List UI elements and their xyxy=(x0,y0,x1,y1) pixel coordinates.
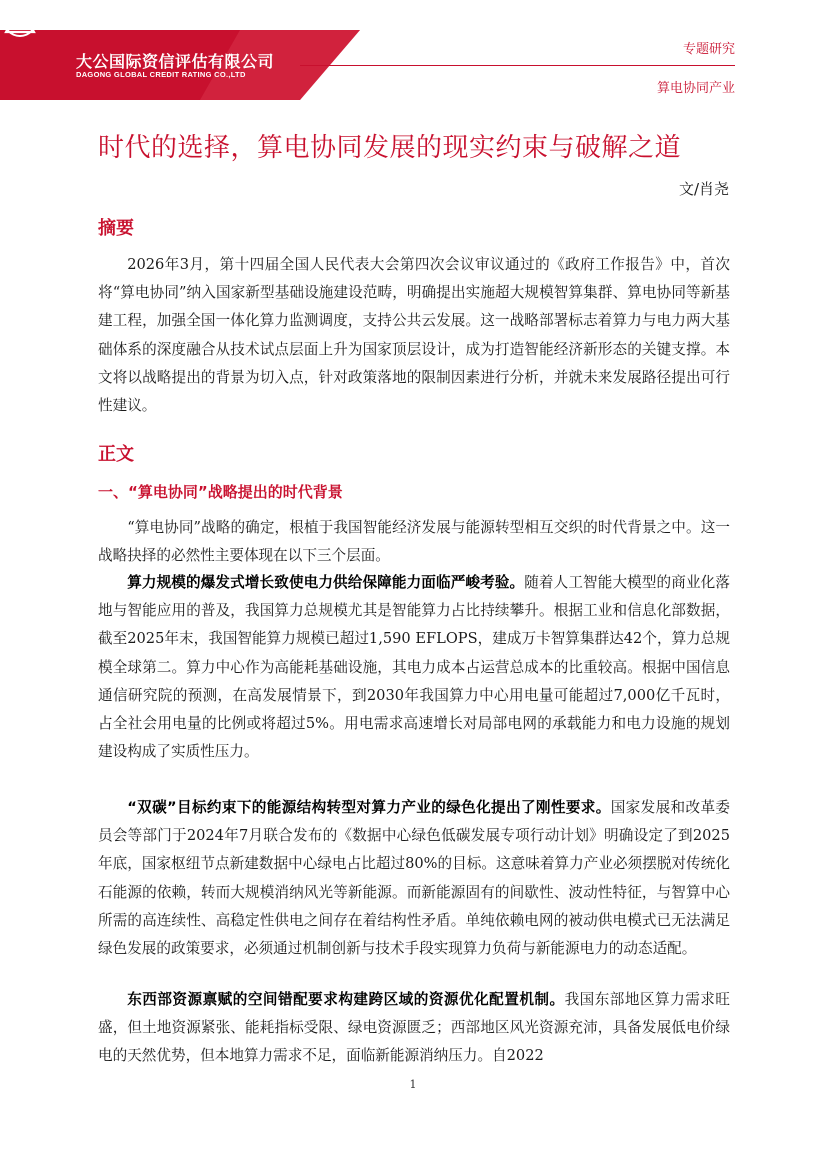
header-divider xyxy=(300,65,735,66)
industry-tag: 算电协同产业 xyxy=(656,81,735,96)
document-title: 时代的选择，算电协同发展的现实约束与破解之道 xyxy=(98,133,682,163)
paragraph-lead-carbon: “双碳”目标约束下的能源结构转型对算力产业的绿色化提出了刚性要求。 xyxy=(127,799,611,816)
paragraph-dual-carbon xyxy=(98,794,730,963)
paragraph-east-west xyxy=(98,986,730,1071)
header-banner xyxy=(0,0,826,100)
company-name-cn: 大公国际资信评估有限公司 xyxy=(76,52,275,71)
paragraph-lead-eastwest: 东西部资源禀赋的空间错配要求构建跨区域的资源优化配置机制。 xyxy=(127,991,565,1008)
body-heading: 正文 xyxy=(98,444,134,465)
company-name-en: DAGONG GLOBAL CREDIT RATING CO.,LTD xyxy=(76,70,246,79)
abstract-paragraph: 2026年3月，第十四届全国人民代表大会第四次会议审议通过的《政府工作报告》中，首次将“算电协同”纳入国家新型基础设施建设范畴，明确提出实施超大规模智算集群、算电协同等新基建工程，加强全国一体化算力监测调度，支持公共云发展。这一战略部署标志着算力与电力两大基础体系的深度融合从技术试点层面上升为国家顶层设计，成为打造智能经济新形态的关键支撑。本文将以战略提出的背景为切入点，针对政策落地的限制因素进行分析，并就未来发展路径提出可行性建议。 xyxy=(98,256,730,415)
paragraph-text-eastwest: 我国东部地区算力需求旺盛，但土地资源紧张、能耗指标受限、绿电资源匮乏；西部地区风光资源充沛，具备发展低电价绿电的天然优势，但本地算力需求不足，面临新能源消纳压力。自2022 xyxy=(98,991,730,1065)
paragraph-compute-growth xyxy=(98,569,730,766)
paragraph-lead-compute: 算力规模的爆发式增长致使电力供给保障能力面临严峻考验。 xyxy=(127,574,525,591)
paragraph-text-compute: 随着人工智能大模型的商业化落地与智能应用的普及，我国算力总规模尤其是智能算力占比持续攀升。根据工业和信息化部数据，截至2025年末，我国智能算力规模已超过1,590 EFLOPS，建成万卡智算集群达42个，算力总规模全球第二。算力中心作为高能耗基础设施，其电力成本占运营总成本的比重较高。根据中国信息通信研究院的预测，在高发展情景下，到2030年我国算力中心用电量可能超过7,000亿千瓦时，占全社会用电量的比例或将超过5%。用电需求高速增长对局部电网的承载能力和电力设施的规划建设构成了实质性压力。 xyxy=(98,574,730,761)
section-heading-1: 一、“算电协同”战略提出的时代背景 xyxy=(98,483,343,501)
paragraph-intro: “算电协同”战略的确定，根植于我国智能经济发展与能源转型相互交织的时代背景之中。这一战略抉择的必然性主要体现在以下三个层面。 xyxy=(98,519,730,565)
page-number: 1 xyxy=(409,1078,417,1091)
author-byline: 文/肖尧 xyxy=(678,180,729,198)
abstract-heading: 摘要 xyxy=(98,218,134,239)
paragraph-text-carbon: 国家发展和改革委员会等部门于2024年7月联合发布的《数据中心绿色低碳发展专项行动计划》明确设定了到2025年底，国家枢纽节点新建数据中心绿电占比超过80%的目标。这意味着算力产业必须摆脱对传统化石能源的依赖，转而大规模消纳风光等新能源。而新能源固有的间歇性、波动性特征，与智算中心所需的高连续性、高稳定性供电之间存在着结构性矛盾。单纯依赖电网的被动供电模式已无法满足绿色发展的政策要求，必须通过机制创新与技术手段实现算力负荷与新能源电力的动态适配。 xyxy=(98,799,730,958)
company-logo-icon xyxy=(0,0,44,38)
report-type-tag: 专题研究 xyxy=(682,42,735,57)
